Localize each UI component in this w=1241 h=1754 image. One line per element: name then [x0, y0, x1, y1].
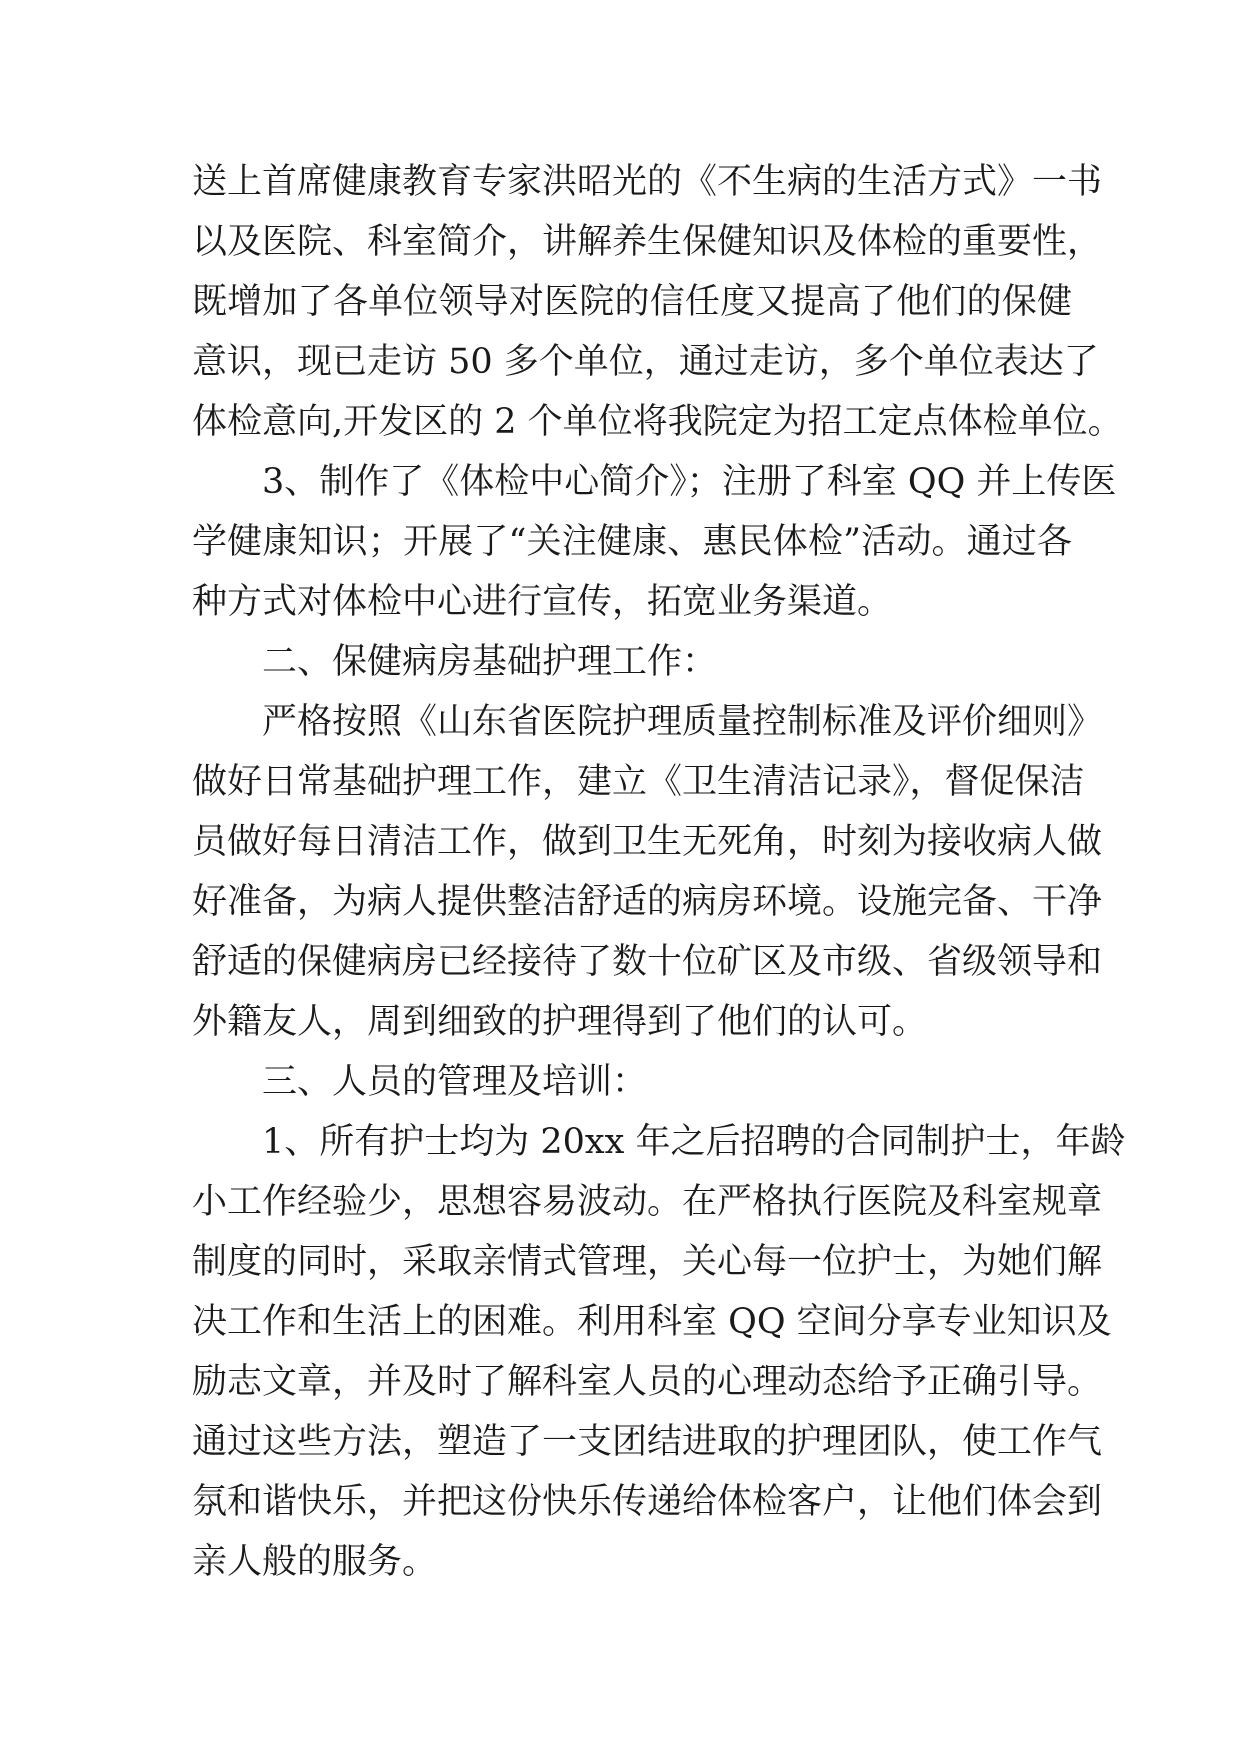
text-line: 严格按照《山东省医院护理质量控制标准及评价细则》	[262, 702, 1103, 742]
section-heading: 二、保健病房基础护理工作：	[262, 642, 718, 682]
text-line: 既增加了各单位领导对医院的信任度又提高了他们的保健	[192, 282, 1072, 322]
text-line: 意识，现已走访 50 多个单位，通过走访，多个单位表达了	[192, 342, 1099, 382]
text-line: 送上首席健康教育专家洪昭光的《不生病的生活方式》一书	[192, 162, 1103, 202]
text-line: 员做好每日清洁工作，做到卫生无死角，时刻为接收病人做	[192, 822, 1103, 862]
section-heading: 三、人员的管理及培训：	[262, 1062, 648, 1102]
text-line: 种方式对体检中心进行宣传，拓宽业务渠道。	[192, 582, 893, 622]
text-line: 舒适的保健病房已经接待了数十位矿区及市级、省级领导和	[192, 942, 1103, 982]
text-line: 决工作和生活上的困难。利用科室 QQ 空间分享专业知识及	[192, 1302, 1112, 1342]
text-line: 以及医院、科室简介，讲解养生保健知识及体检的重要性，	[192, 222, 1103, 262]
text-line: 通过这些方法，塑造了一支团结进取的护理团队，使工作气	[192, 1422, 1103, 1462]
text-line: 学健康知识；开展了“关注健康、惠民体检”活动。通过各	[192, 522, 1072, 562]
text-line: 好准备，为病人提供整洁舒适的病房环境。设施完备、干净	[192, 882, 1103, 922]
text-line: 励志文章，并及时了解科室人员的心理动态给予正确引导。	[192, 1362, 1103, 1402]
text-line: 氛和谐快乐，并把这份快乐传递给体检客户，让他们体会到	[192, 1482, 1103, 1522]
text-line: 外籍友人，周到细致的护理得到了他们的认可。	[192, 1002, 928, 1042]
document-body	[192, 152, 1126, 1592]
text-line: 体检意向,开发区的 2 个单位将我院定为招工定点体检单位。	[192, 402, 1123, 442]
text-line: 制度的同时，采取亲情式管理，关心每一位护士，为她们解	[192, 1242, 1103, 1282]
text-line: 3、制作了《体检中心简介》；注册了科室 QQ 并上传医	[262, 462, 1117, 502]
text-line: 亲人般的服务。	[192, 1542, 438, 1582]
text-line: 1、所有护士均为 20xx 年之后招聘的合同制护士，年龄	[262, 1122, 1126, 1162]
text-line: 小工作经验少，思想容易波动。在严格执行医院及科室规章	[192, 1182, 1103, 1222]
text-line: 做好日常基础护理工作，建立《卫生清洁记录》，督促保洁	[192, 762, 1085, 802]
